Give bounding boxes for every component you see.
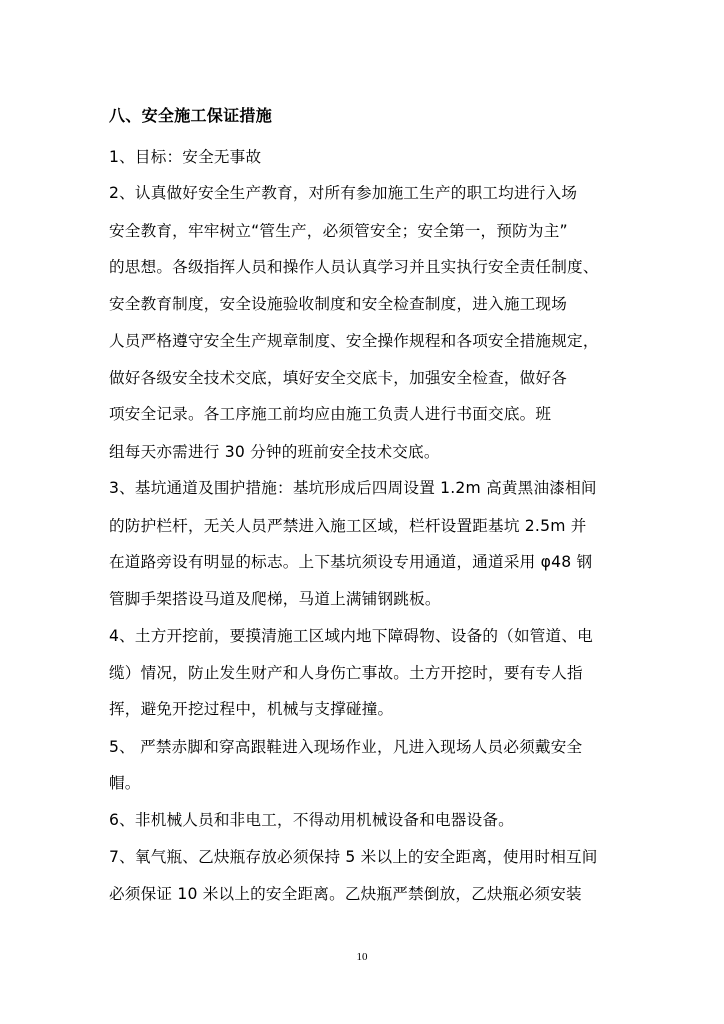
text-line: 6、非机械人员和非电工，不得动用机械设备和电器设备。	[109, 811, 514, 829]
text-line: 管脚手架搭设马道及爬梯，马道上满铺钢跳板。	[109, 590, 441, 608]
text-line: 2、认真做好安全生产教育，对所有参加施工生产的职工均进行入场	[109, 184, 578, 202]
text-line: 4、土方开挖前，要摸清施工区域内地下障碍物、设备的（如管道、电	[109, 627, 593, 645]
section-heading: 八、安全施工保证措施	[109, 106, 273, 125]
text-line: 做好各级安全技术交底，填好安全交底卡，加强安全检查，做好各	[109, 369, 568, 387]
text-line: 缆）情况，防止发生财产和人身伤亡事故。土方开挖时，要有专人指	[109, 664, 583, 682]
text-line: 7、氧气瓶、乙炔瓶存放必须保持 5 米以上的安全距离，使用时相互间	[109, 848, 598, 866]
page-number: 10	[356, 951, 368, 963]
text-line: 3、基坑通道及围护措施：基坑形成后四周设置 1.2m 高黄黑油漆相间	[109, 479, 597, 497]
text-line: 项安全记录。各工序施工前均应由施工负责人进行书面交底。班	[109, 405, 552, 423]
text-line: 安全教育，牢牢树立“管生产，必须管安全；安全第一，预防为主”	[109, 222, 568, 240]
text-line: 组每天亦需进行 30 分钟的班前安全技术交底。	[109, 443, 440, 461]
text-line: 1、目标：安全无事故	[109, 148, 262, 166]
text-line: 的思想。各级指挥人员和操作人员认真学习并且实执行安全责任制度、	[109, 258, 599, 276]
text-line: 帽。	[109, 774, 141, 792]
text-line: 5、 严禁赤脚和穿高跟鞋进入现场作业，凡进入现场人员必须戴安全	[109, 738, 583, 756]
text-line: 挥，避免开挖过程中，机械与支撑碰撞。	[109, 700, 394, 718]
text-line: 人员严格遵守安全生产规章制度、安全操作规程和各项安全措施规定，	[109, 332, 599, 350]
text-line: 安全教育制度，安全设施验收制度和安全检查制度，进入施工现场	[109, 295, 568, 313]
text-line: 的防护栏杆，无关人员严禁进入施工区域，栏杆设置距基坑 2.5m 并	[109, 517, 587, 535]
text-line: 在道路旁设有明显的标志。上下基坑须设专用通道，通道采用 φ48 钢	[109, 553, 593, 571]
text-line: 必须保证 10 米以上的安全距离。乙炔瓶严禁倒放，乙炔瓶必须安装	[109, 885, 582, 903]
